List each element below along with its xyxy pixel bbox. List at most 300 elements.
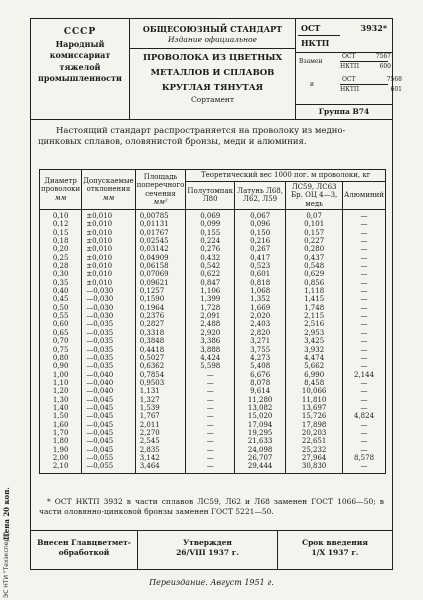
table-cell: —0,040 (82, 371, 135, 379)
table-row (40, 446, 386, 454)
table-cell: — (186, 396, 235, 404)
table-cell: 15,726 (286, 412, 343, 420)
table-cell: 2,144 (343, 371, 386, 379)
table-cell: 1,669 (235, 304, 286, 312)
table-cell: 0,099 (186, 220, 235, 228)
table-cell: — (343, 329, 386, 337)
table-cell: — (343, 245, 386, 253)
table-cell: 0,75 (40, 346, 82, 354)
title-line: КРУГЛАЯ ТЯНУТАЯ (161, 83, 264, 93)
table-cell: 0,3848 (135, 337, 186, 345)
table-cell: — (186, 454, 235, 462)
table-cell: 0,40 (40, 287, 82, 295)
table-cell: ±0,010 (82, 270, 135, 278)
table-cell: 0,157 (286, 229, 343, 237)
replace-label: Взамен (299, 58, 323, 65)
table-cell: 3,142 (135, 454, 186, 462)
table-cell: 1,748 (286, 304, 343, 312)
table-cell: 13,082 (235, 404, 286, 412)
table-cell: 2,516 (286, 320, 343, 328)
table-row (40, 229, 386, 237)
table-cell: — (186, 462, 235, 473)
table-row (40, 346, 386, 354)
col-diameter-label: Диаметр проволоки (41, 176, 81, 194)
table-cell: 0,847 (186, 279, 235, 287)
table-cell: — (186, 446, 235, 454)
table-cell: 0,280 (286, 245, 343, 253)
table-cell: 2,270 (135, 429, 186, 437)
table-cell: —0,045 (82, 429, 135, 437)
price-text: Цена 20 коп. (2, 487, 11, 540)
table-cell: 21,633 (235, 437, 286, 445)
table-cell: —0,035 (82, 362, 135, 370)
table-cell: — (343, 262, 386, 270)
col-aluminium-header: Алюминий (343, 181, 386, 210)
replace-nktp-number: 600 (379, 63, 391, 70)
table-cell: 8,078 (235, 379, 286, 387)
ost-label: ОСТ (301, 23, 321, 33)
table-row (40, 245, 386, 253)
table-cell: — (186, 437, 235, 445)
table-cell: 0,096 (235, 220, 286, 228)
table-row (40, 279, 386, 287)
table-cell: 5,408 (235, 362, 286, 370)
designation-block (296, 19, 402, 119)
table-cell: 0,601 (235, 270, 286, 278)
table-cell: 0,542 (186, 262, 235, 270)
table-cell: 3,425 (286, 337, 343, 345)
col-semitombak-header: Полутомпак Л80 (186, 181, 235, 210)
table-cell: — (186, 387, 235, 395)
table-row (40, 312, 386, 320)
table-cell: 13,697 (286, 404, 343, 412)
table-cell: 0,45 (40, 295, 82, 303)
table-row (40, 220, 386, 228)
table-cell: 1,80 (40, 437, 82, 445)
table-row (40, 454, 386, 462)
footer-block (31, 530, 392, 569)
header-block (31, 19, 402, 120)
table-cell: — (343, 237, 386, 245)
table-row (40, 412, 386, 420)
table-row (40, 396, 386, 404)
table-cell: — (343, 362, 386, 370)
col-tolerance-header (82, 170, 135, 210)
table-cell: — (343, 462, 386, 473)
table-cell: 1,106 (186, 287, 235, 295)
table-cell: 0,28 (40, 262, 82, 270)
intro-paragraph: Настоящий стандарт распространяется на проволоку из медно-цинковых сплавов, оловянистой бронзы, меди и алюминия. (38, 126, 346, 147)
table-cell: 0,30 (40, 270, 82, 278)
table-cell: 1,068 (235, 287, 286, 295)
col-area-header (135, 170, 186, 210)
table-cell: 0,1257 (135, 287, 186, 295)
issuer-line: тяжелой (59, 61, 101, 72)
table-cell: ±0,010 (82, 279, 135, 287)
table-cell: — (343, 254, 386, 262)
table-row (40, 254, 386, 262)
title-divider (130, 48, 295, 49)
table-cell: —0,045 (82, 404, 135, 412)
group-code: Группа В74 (296, 104, 392, 119)
table-cell: — (343, 320, 386, 328)
col-area-label: Площадь поперечного сечения (136, 172, 185, 198)
table-cell: 0,70 (40, 337, 82, 345)
table-cell: 0,227 (286, 237, 343, 245)
table-cell: 5,598 (186, 362, 235, 370)
col-area-unit: мм² (153, 198, 168, 206)
table-row (40, 387, 386, 395)
issuer-line: комиссариат (49, 50, 111, 60)
effective-cell (278, 531, 392, 569)
table-cell: 17,898 (286, 421, 343, 429)
table-cell: 0,6362 (135, 362, 186, 370)
col-bronze-copper-header: ЛС59, ЛС63 Бр. ОЦ 4—3, медь (286, 181, 343, 210)
table-cell: 1,40 (40, 404, 82, 412)
table-cell: 0,2376 (135, 312, 186, 320)
table-cell: ±0,010 (82, 220, 135, 228)
table-cell: 0,548 (286, 262, 343, 270)
replace-and: и (310, 81, 314, 88)
table-cell: ±0,010 (82, 237, 135, 245)
table-cell: 0,35 (40, 279, 82, 287)
col-brass-header: Латунь Л68, Л62, Л59 (235, 181, 286, 210)
table-cell: 0,9503 (135, 379, 186, 387)
table-row (40, 362, 386, 370)
table-row (40, 304, 386, 312)
table-cell: 1,118 (286, 287, 343, 295)
table-cell: 4,474 (286, 354, 343, 362)
table-cell: 3,464 (135, 462, 186, 473)
table-cell: — (343, 404, 386, 412)
table-row (40, 295, 386, 303)
table-cell: —0,045 (82, 412, 135, 420)
table-row (40, 237, 386, 245)
table-cell: — (343, 437, 386, 445)
table-cell: — (343, 210, 386, 221)
table-cell: 2,920 (186, 329, 235, 337)
table-cell: 0,437 (286, 254, 343, 262)
introduced-by-line: обработкой (58, 548, 110, 557)
table-cell: 3,271 (235, 337, 286, 345)
table-row (40, 379, 386, 387)
table-cell: —0,035 (82, 346, 135, 354)
effective-label: Срок введения (302, 538, 368, 547)
approved-cell (138, 531, 278, 569)
table-cell: 0,432 (186, 254, 235, 262)
table-cell: 2,820 (235, 329, 286, 337)
table-cell: 1,399 (186, 295, 235, 303)
table-cell: 2,091 (186, 312, 235, 320)
table-row (40, 320, 386, 328)
table-cell: 9,614 (235, 387, 286, 395)
replace-ost-number: 7568 (386, 76, 402, 83)
table-row (40, 210, 386, 221)
table-cell: 3,755 (235, 346, 286, 354)
table-cell: — (186, 429, 235, 437)
table-row (40, 404, 386, 412)
table-cell: —0,035 (82, 320, 135, 328)
approved-label: Утвержден (183, 538, 232, 547)
table-cell: 1,767 (135, 412, 186, 420)
table-cell: 0,224 (186, 237, 235, 245)
table-cell: 10,066 (286, 387, 343, 395)
table-cell: 2,545 (135, 437, 186, 445)
table-cell: 0,067 (235, 210, 286, 221)
table-cell: 3,386 (186, 337, 235, 345)
table-cell: 1,131 (135, 387, 186, 395)
table-cell: 1,20 (40, 387, 82, 395)
table-cell: 0,276 (186, 245, 235, 253)
table-cell: 2,953 (286, 329, 343, 337)
table-cell: —0,030 (82, 287, 135, 295)
table-cell: 0,25 (40, 254, 82, 262)
ost-row (296, 23, 392, 33)
introduced-by-cell (31, 531, 138, 569)
table-cell: 0,818 (235, 279, 286, 287)
table-cell: 0,216 (235, 237, 286, 245)
replace-nktp-label: НКТП (340, 86, 360, 93)
table-cell: 4,824 (343, 412, 386, 420)
table-cell: — (186, 421, 235, 429)
table-cell: — (343, 396, 386, 404)
table-cell: — (343, 379, 386, 387)
table-cell: 0,03142 (135, 245, 186, 253)
document-frame (30, 18, 402, 570)
table-cell: 1,352 (235, 295, 286, 303)
table-cell: 1,327 (135, 396, 186, 404)
table-cell: — (343, 287, 386, 295)
table-cell: —0,035 (82, 337, 135, 345)
table-cell: 0,60 (40, 320, 82, 328)
table-cell: — (186, 404, 235, 412)
document-subtitle: Сортамент (190, 95, 235, 104)
replace-ost-label: ОСТ (342, 53, 356, 60)
table-cell: — (343, 387, 386, 395)
table-cell: 0,101 (286, 220, 343, 228)
table-cell: —0,040 (82, 387, 135, 395)
wire-table-body (40, 210, 386, 474)
table-cell: 2,115 (286, 312, 343, 320)
replace-nktp-number: 601 (390, 86, 402, 93)
replace-fraction-line (340, 84, 388, 85)
table-cell: 1,728 (186, 304, 235, 312)
table-cell: — (343, 337, 386, 345)
table-cell: 30,830 (286, 462, 343, 473)
table-cell: 0,07 (286, 210, 343, 221)
table-cell: 4,273 (235, 354, 286, 362)
table-cell: 0,622 (186, 270, 235, 278)
replace-nktp-label: НКТП (340, 63, 360, 70)
table-cell: — (343, 304, 386, 312)
table-cell: 19,295 (235, 429, 286, 437)
table-row (40, 371, 386, 379)
table-cell: —0,045 (82, 396, 135, 404)
table-cell: 0,523 (235, 262, 286, 270)
table-cell: 0,5027 (135, 354, 186, 362)
table-cell: — (343, 421, 386, 429)
table-cell: 6,990 (286, 371, 343, 379)
table-cell: 11,810 (286, 396, 343, 404)
table-cell: — (343, 295, 386, 303)
table-cell: ±0,010 (82, 254, 135, 262)
table-cell: 0,65 (40, 329, 82, 337)
table-cell: 0,12 (40, 220, 82, 228)
table-cell: 0,50 (40, 304, 82, 312)
table-cell: 0,55 (40, 312, 82, 320)
table-cell: 8,578 (343, 454, 386, 462)
title-line: МЕТАЛЛОВ И СПЛАВОВ (150, 68, 275, 78)
table-cell: — (343, 279, 386, 287)
table-cell: 1,50 (40, 412, 82, 420)
table-row (40, 421, 386, 429)
table-cell: 6,676 (235, 371, 286, 379)
table-cell: 0,04909 (135, 254, 186, 262)
table-cell: 0,3318 (135, 329, 186, 337)
table-cell: 1,10 (40, 379, 82, 387)
table-cell: 8,458 (286, 379, 343, 387)
table-cell: 0,01767 (135, 229, 186, 237)
table-row (40, 354, 386, 362)
table-cell: 0,02545 (135, 237, 186, 245)
table-cell: 3,888 (186, 346, 235, 354)
table-cell: 0,20 (40, 245, 82, 253)
table-cell: 22,651 (286, 437, 343, 445)
table-cell: 0,07069 (135, 270, 186, 278)
table-cell: 0,10 (40, 210, 82, 221)
table-cell: ±0,010 (82, 262, 135, 270)
table-cell: — (343, 446, 386, 454)
table-cell: 0,00785 (135, 210, 186, 221)
issuer-country: СССР (63, 27, 97, 37)
table-cell: 0,629 (286, 270, 343, 278)
edition-note: Издание официальное (168, 35, 257, 44)
table-row (40, 270, 386, 278)
table-cell: —0,045 (82, 421, 135, 429)
table-cell: 0,18 (40, 237, 82, 245)
col-diameter-header (40, 170, 82, 210)
table-cell: 0,150 (235, 229, 286, 237)
issuer-block (31, 19, 130, 119)
table-cell: 4,424 (186, 354, 235, 362)
table-row (40, 262, 386, 270)
table-cell: — (343, 229, 386, 237)
table-cell: 26,707 (235, 454, 286, 462)
table-cell: 0,7854 (135, 371, 186, 379)
table-cell: 3,932 (286, 346, 343, 354)
table-cell: 2,403 (235, 320, 286, 328)
table-cell: 2,020 (235, 312, 286, 320)
table-cell: 0,1590 (135, 295, 186, 303)
table-cell: 2,00 (40, 454, 82, 462)
table-cell: 1,90 (40, 446, 82, 454)
table-cell: 1,70 (40, 429, 82, 437)
table-cell: 17,094 (235, 421, 286, 429)
table-cell: 15,020 (235, 412, 286, 420)
table-cell: 29,444 (235, 462, 286, 473)
replace-fraction-line (340, 61, 388, 62)
footnote: * ОСТ НКТП 3932 в части сплавов ЛС59, Л62 и Л68 заменен ГОСТ 1066—50; в части оловянно-цинковой бронзы заменен ГОСТ 5221—50. (39, 497, 384, 516)
table-cell: 0,90 (40, 362, 82, 370)
table-cell: 25,232 (286, 446, 343, 454)
table-cell: 1,30 (40, 396, 82, 404)
table-cell: — (343, 354, 386, 362)
table-cell: ±0,010 (82, 210, 135, 221)
table-cell: —0,030 (82, 304, 135, 312)
table-cell: — (343, 429, 386, 437)
table-row (40, 462, 386, 473)
table-cell: 2,835 (135, 446, 186, 454)
table-cell: 11,280 (235, 396, 286, 404)
table-cell: ±0,010 (82, 229, 135, 237)
table-cell: 24,098 (235, 446, 286, 454)
title-block (130, 19, 296, 119)
col-tolerance-label: Допускаемые отклонения (83, 176, 134, 194)
table-cell: —0,055 (82, 462, 135, 473)
watermark-text: ЭС НТИ "Техэксперт" (3, 531, 10, 598)
ost-number: 3932* (360, 23, 387, 33)
col-tolerance-unit: мм (102, 193, 115, 202)
table-cell: 1,539 (135, 404, 186, 412)
table-cell: 0,80 (40, 354, 82, 362)
table-cell: —0,040 (82, 379, 135, 387)
table-cell: —0,045 (82, 437, 135, 445)
table-cell: —0,030 (82, 312, 135, 320)
table-cell: 0,01131 (135, 220, 186, 228)
issuer-line: промышленности (38, 73, 122, 83)
table-cell: — (343, 220, 386, 228)
table-cell: 1,00 (40, 371, 82, 379)
table-cell: — (186, 412, 235, 420)
table-cell: 0,15 (40, 229, 82, 237)
table-cell: 1,415 (286, 295, 343, 303)
nktp-row (296, 38, 392, 48)
table-cell: 0,1964 (135, 304, 186, 312)
table-row (40, 337, 386, 345)
table-cell: —0,055 (82, 454, 135, 462)
replace-row-2 (296, 76, 406, 93)
table-cell: —0,035 (82, 329, 135, 337)
introduced-by-line: Внесен Главцветмет- (37, 538, 131, 547)
table-cell: —0,045 (82, 446, 135, 454)
table-row (40, 329, 386, 337)
col-diameter-unit: мм (54, 193, 67, 202)
standard-type: ОБЩЕСОЮЗНЫЙ СТАНДАРТ (142, 24, 283, 34)
approved-date: 26/VIII 1937 г. (176, 548, 239, 557)
table-cell: 0,069 (186, 210, 235, 221)
wire-table (39, 169, 386, 474)
table-cell: 1,60 (40, 421, 82, 429)
table-cell: 2,10 (40, 462, 82, 473)
table-cell: 27,964 (286, 454, 343, 462)
table-cell: 0,4418 (135, 346, 186, 354)
table-cell: — (343, 270, 386, 278)
table-cell: 0,06158 (135, 262, 186, 270)
table-row (40, 287, 386, 295)
nktp-label: НКТП (301, 38, 330, 48)
replace-ost-number: 7567 (375, 53, 391, 60)
issuer-line: Народный (55, 38, 105, 49)
replace-ost-label: ОСТ (342, 76, 356, 83)
ost-fraction-line (298, 35, 340, 36)
table-cell: — (343, 346, 386, 354)
table-cell: —0,030 (82, 295, 135, 303)
table-cell: 0,09621 (135, 279, 186, 287)
table-cell: 2,488 (186, 320, 235, 328)
effective-date: 1/Х 1937 г. (311, 548, 359, 557)
reprint-note: Переиздание. Август 1951 г. (149, 578, 274, 587)
table-cell: 2,011 (135, 421, 186, 429)
